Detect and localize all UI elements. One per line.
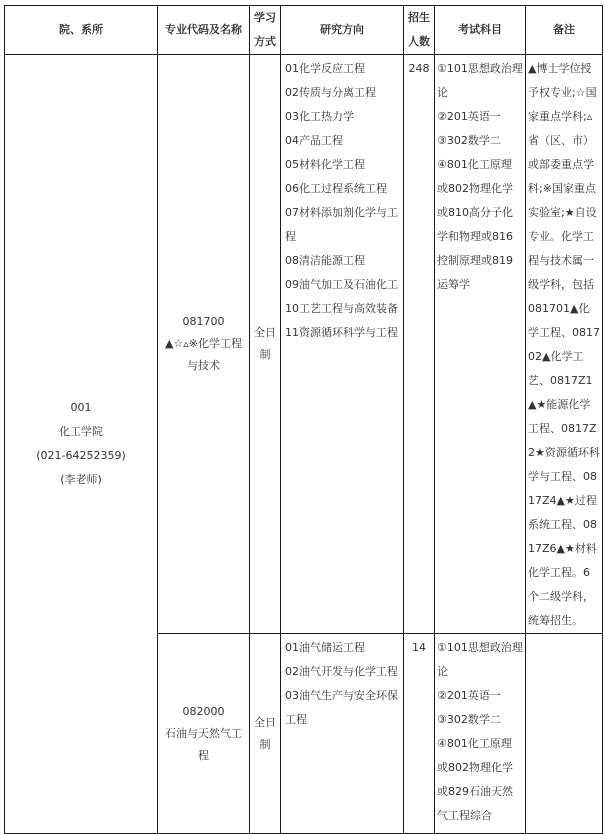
header-enrollment: 招生人数 bbox=[404, 6, 435, 55]
exam-subject: ④801化工原理 或802物理化学或829石油天然气工程综合 bbox=[437, 737, 513, 822]
header-major: 专业代码及名称 bbox=[158, 6, 250, 55]
exam-subject: ①101思想政治理论 bbox=[437, 62, 523, 99]
department-code: 001 bbox=[70, 401, 92, 414]
direction-item: 09油气加工及石油化工 bbox=[285, 278, 398, 291]
department-phone: (021-64252359) bbox=[36, 449, 126, 462]
enrollment-count: 248 bbox=[404, 55, 435, 634]
direction-item: 01化学反应工程 bbox=[285, 62, 365, 75]
direction-item: 02传质与分离工程 bbox=[285, 86, 376, 99]
exam-subjects-cell bbox=[435, 634, 526, 834]
header-exam-subjects: 考试科目 bbox=[435, 6, 526, 55]
direction-item: 02油气开发与化学工程 bbox=[285, 665, 398, 678]
direction-item: 10工艺工程与高效装备 bbox=[285, 302, 398, 315]
direction-item: 01油气储运工程 bbox=[285, 641, 365, 654]
header-research-direction: 研究方向 bbox=[281, 6, 404, 55]
direction-item: 07材料添加剂化学与工程 bbox=[285, 206, 398, 243]
direction-item: 05材料化学工程 bbox=[285, 158, 365, 171]
major-name: 石油与天然气工程 bbox=[165, 726, 242, 762]
study-mode: 全日制 bbox=[250, 634, 281, 834]
exam-subject: ①101思想政治理论 bbox=[437, 641, 523, 678]
direction-item: 11资源循环科学与工程 bbox=[285, 326, 398, 339]
study-mode: 全日制 bbox=[250, 55, 281, 634]
notes-cell bbox=[526, 55, 603, 634]
exam-subject: ③302数学二 bbox=[437, 713, 501, 726]
exam-subject: ③302数学二 bbox=[437, 134, 501, 147]
header-row bbox=[5, 6, 603, 55]
table-row bbox=[5, 55, 603, 634]
department-cell bbox=[5, 55, 158, 834]
department-name: 化工学院 bbox=[59, 425, 103, 438]
direction-item: 03油气生产与安全环保工程 bbox=[285, 689, 398, 726]
exam-subjects-cell bbox=[435, 55, 526, 634]
exam-subject: ④801化工原理 或802物理化学或810高分子化学和物理或816控制原理或819运筹学 bbox=[437, 158, 513, 291]
exam-subject: ②201英语一 bbox=[437, 110, 501, 123]
major-cell bbox=[158, 55, 250, 634]
header-department: 院、系所 bbox=[5, 6, 158, 55]
header-notes: 备注 bbox=[526, 6, 603, 55]
notes-text: ▲博士学位授予权专业;☆国家重点学科;▵省（区、市）或部委重点学科;※国家重点实验室;★自设专业。化学工程与技术属一级学科，包括081701▲化学工程、081702▲化学工艺、0817Z1▲★能源化学工程、0817Z2★资源循环科学与工程、0817Z4▲★过程系统工程、0817Z6▲★材料化学工程。6个二级学科，统筹招生。 bbox=[528, 62, 600, 627]
department-contact: (李老师) bbox=[60, 473, 102, 486]
header-study-mode: 学习方式 bbox=[250, 6, 281, 55]
research-directions-cell bbox=[281, 55, 404, 634]
major-cell bbox=[158, 634, 250, 834]
major-name: ▲☆▵※化学工程与技术 bbox=[164, 337, 243, 372]
research-directions-cell bbox=[281, 634, 404, 834]
direction-item: 04产品工程 bbox=[285, 134, 343, 147]
major-code: 081700 bbox=[182, 315, 225, 328]
direction-item: 08清洁能源工程 bbox=[285, 254, 365, 267]
major-code: 082000 bbox=[182, 704, 225, 718]
enrollment-count: 14 bbox=[404, 634, 435, 834]
direction-item: 06化工过程系统工程 bbox=[285, 182, 387, 195]
direction-item: 03化工热力学 bbox=[285, 110, 354, 123]
notes-cell bbox=[526, 634, 603, 834]
graduate-catalog-table bbox=[4, 5, 603, 834]
exam-subject: ②201英语一 bbox=[437, 689, 501, 702]
